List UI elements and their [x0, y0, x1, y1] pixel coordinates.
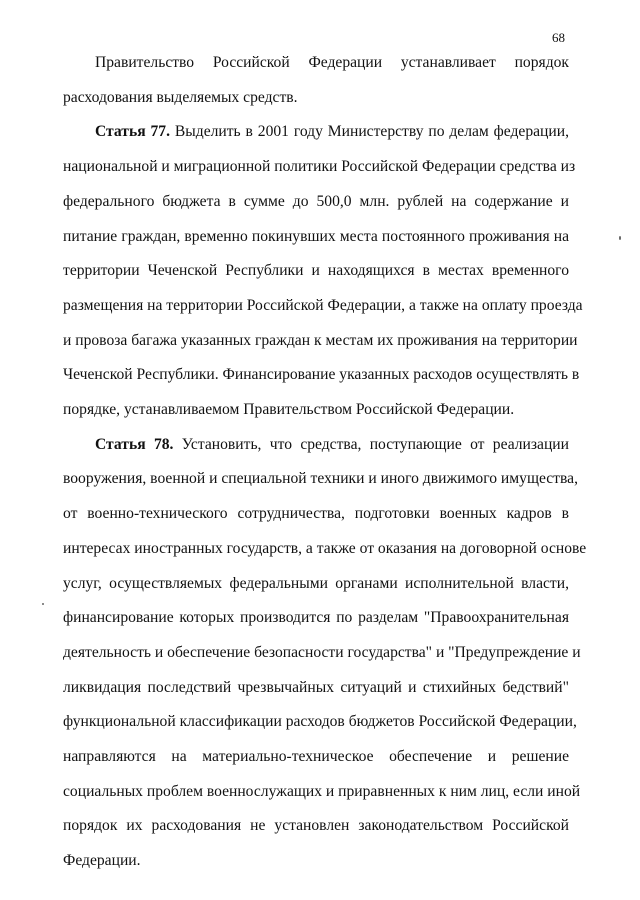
text-line [63, 399, 569, 421]
text-line [63, 191, 569, 213]
text-line [63, 815, 569, 837]
text-line [63, 295, 583, 317]
text-line [63, 538, 587, 560]
text-line [63, 330, 578, 352]
line-text: финансирование которых производится по разделам "Правоохранительная [63, 609, 569, 626]
line-text: порядок их расходования не установлен законодательством Российской [63, 817, 569, 834]
line-text: услуг, осуществляемых федеральными органами исполнительной власти, [63, 575, 569, 592]
line-text: Выделить в 2001 году Министерству по делам федерации, [170, 123, 569, 140]
line-text: от военно-технического сотрудничества, подготовки военных кадров в [63, 505, 569, 522]
text-line [63, 607, 569, 629]
line-text: и провоза багажа указанных граждан к местам их проживания на территории [63, 332, 578, 349]
line-text: питание граждан, временно покинувших места постоянного проживания на [63, 228, 569, 245]
text-line [63, 573, 569, 595]
article-heading: Статья 77. [95, 123, 171, 140]
line-text: расходования выделяемых средств. [63, 89, 298, 106]
page-number: 68 [552, 30, 565, 45]
text-line [63, 711, 577, 733]
text-line [63, 677, 569, 699]
line-text: ликвидация последствий чрезвычайных ситуаций и стихийных бедствий" [63, 679, 569, 696]
text-line [63, 503, 569, 525]
article-heading: Статья 78. [95, 436, 174, 453]
line-text: порядке, устанавливаемом Правительством Российской Федерации. [63, 401, 515, 418]
scan-speck [42, 603, 44, 605]
text-line [63, 746, 569, 768]
text-line [95, 434, 569, 456]
line-text: размещения на территории Российской Федерации, а также на оплату проезда [63, 297, 583, 314]
text-line [63, 850, 569, 872]
line-text: направляются на материально-техническое обеспечение и решение [63, 748, 569, 765]
line-text: социальных проблем военнослужащих и приравненных к ним лиц, если иной [63, 783, 581, 800]
text-line [63, 364, 580, 386]
text-line [63, 260, 569, 282]
line-text: Правительство Российской Федерации устанавливает порядок [95, 54, 569, 71]
line-text: Федерации. [63, 852, 141, 869]
text-line [95, 52, 569, 74]
text-line [63, 781, 581, 803]
text-line [63, 226, 569, 248]
text-line [63, 642, 581, 664]
line-text: территории Чеченской Республики и находящихся в местах временного [63, 262, 569, 279]
line-text: вооружения, военной и специальной техники и иного движимого имущества, [63, 470, 578, 487]
line-text: Чеченской Республики. Финансирование указанных расходов осуществлять в [63, 366, 580, 383]
text-line [63, 468, 578, 490]
scan-speck [619, 236, 621, 240]
line-text: интересах иностранных государств, а также от оказания на договорной основе [63, 540, 587, 557]
line-text: функциональной классификации расходов бюджетов Российской Федерации, [63, 713, 577, 730]
line-text: федерального бюджета в сумме до 500,0 млн. рублей на содержание и [63, 193, 569, 210]
text-line [63, 156, 576, 178]
text-line [63, 87, 569, 109]
line-text: национальной и миграционной политики Российской Федерации средства из [63, 158, 576, 175]
line-text: Установить, что средства, поступающие от реализации [173, 436, 569, 453]
text-line [95, 121, 569, 143]
line-text: деятельность и обеспечение безопасности государства" и "Предупреждение и [63, 644, 581, 661]
